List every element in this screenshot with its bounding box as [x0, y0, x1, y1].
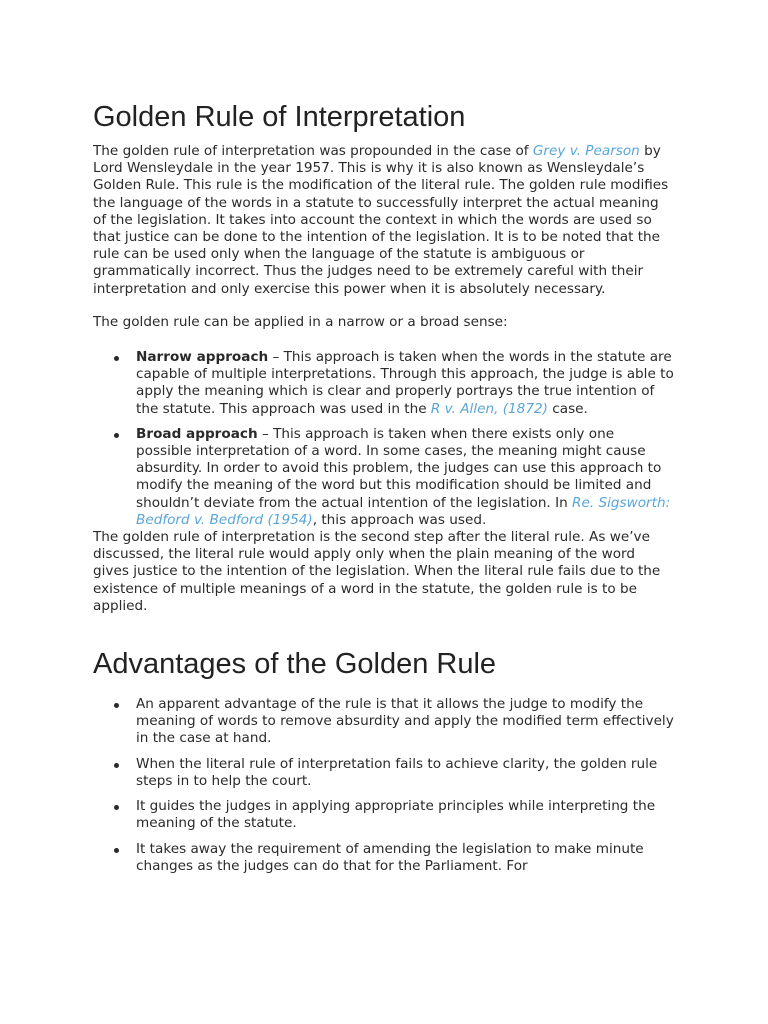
intro-paragraph: [93, 143, 674, 298]
narrow-approach-text-end: case.: [547, 400, 588, 417]
list-item: It takes away the requirement of amending the legislation to make minute changes as the judges can do that for the Parliament. For: [136, 841, 674, 875]
section-heading-advantages: Advantages of the Golden Rule: [93, 648, 497, 681]
list-item-narrow-approach: [136, 349, 674, 418]
case-link-grey-v-pearson[interactable]: Grey v. Pearson: [532, 143, 640, 159]
closing-paragraph: The golden rule of interpretation is the second step after the literal rule. As we’ve discussed, the literal rule would apply only when the plain meaning of the word gives justice to the intention of the legislation. When the literal rule fails due to the existence of multiple meanings of a word in the statute, the golden rule is to be applied.: [93, 529, 661, 614]
section-heading-golden-rule: Golden Rule of Interpretation: [93, 101, 466, 133]
term-narrow-approach: Narrow approach: [136, 349, 269, 366]
intro-text-start: The golden rule of interpretation was propounded in the case of: [93, 143, 533, 159]
advantages-list: [93, 696, 674, 875]
case-link-re-sigsworth[interactable]: Re. Sigsworth: Bedford v. Bedford (1954): [136, 494, 671, 528]
case-link-r-v-allen[interactable]: R v. Allen, (1872): [430, 400, 548, 417]
list-item-broad-approach: [136, 426, 674, 529]
sense-paragraph: The golden rule can be applied in a narrow or a broad sense:: [93, 313, 508, 330]
list-item: It guides the judges in applying appropriate principles while interpreting the meaning of the statute.: [136, 798, 674, 832]
intro-text-end: by Lord Wensleydale in the year 1957. This is why it is also known as Wensleydale’s Golden Rule. This rule is the modification of the literal rule. The golden rule modifies the language of the words in a statute to successfully interpret the actual meaning of the legislation. It takes into account the context in which the words are used so that justice can be done to the intention of the legislation. It is to be noted that the rule can be used only when the language of the statute is ambiguous or grammatically incorrect. Thus the judges need to be extremely careful with their interpretation and only exercise this power when it is absolutely necessary.: [93, 143, 669, 297]
narrow-approach-text: – This approach is taken when the words in the statute are capable of multiple interpretations. Through this approach, the judge is able to apply the meaning which is clear and properly portrays the true intention of the statute. This approach was used in the: [136, 349, 674, 417]
term-broad-approach: Broad approach: [136, 425, 258, 442]
broad-approach-text-end: , this approach was used.: [312, 511, 487, 528]
broad-approach-text: – This approach is taken when there exists only one possible interpretation of a word. In some cases, the meaning might cause absurdity. In order to avoid this problem, the judges can use this approach to modify the meaning of the word but this modification should be limited and shouldn’t deviate from the actual intention of the legislation. In: [136, 425, 662, 511]
list-item: When the literal rule of interpretation fails to achieve clarity, the golden rule steps in to help the court.: [136, 756, 674, 790]
approach-list: [93, 349, 674, 529]
list-item: An apparent advantage of the rule is that it allows the judge to modify the meaning of words to remove absurdity and apply the modified term effectively in the case at hand.: [136, 696, 674, 747]
